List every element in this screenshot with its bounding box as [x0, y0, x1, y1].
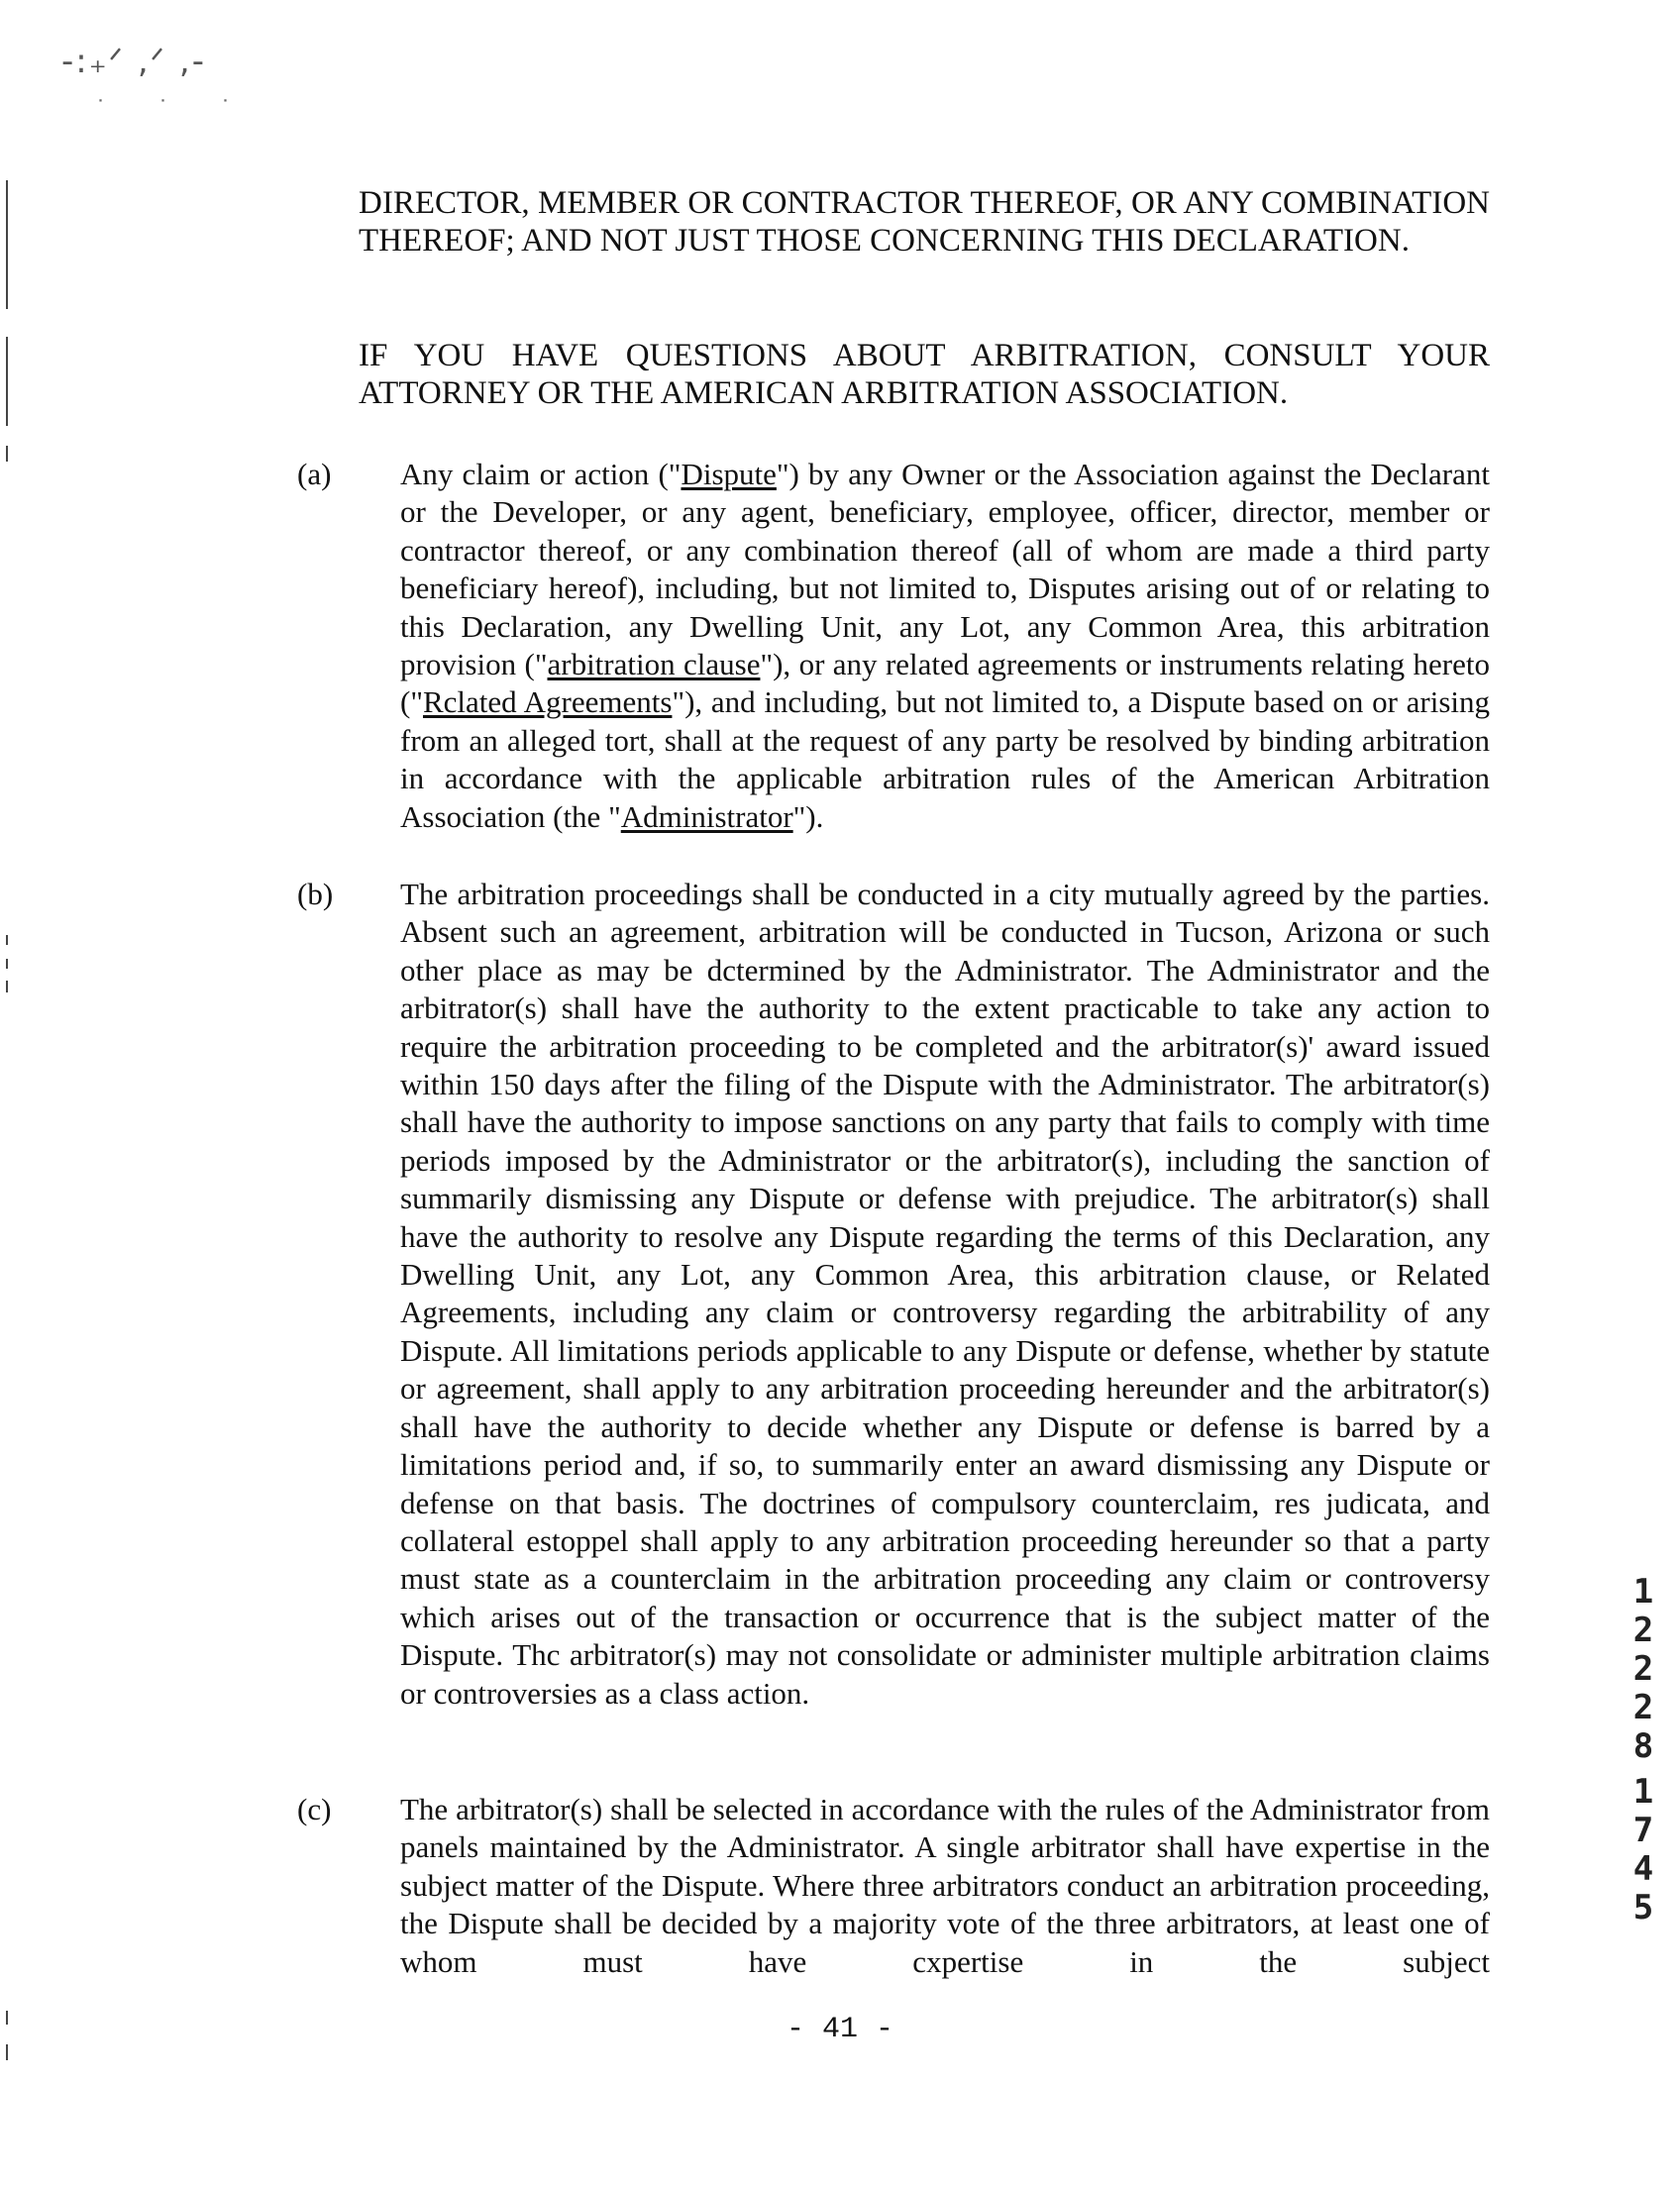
page-number: - 41 - — [786, 2013, 894, 2046]
margin-mark — [6, 981, 8, 992]
paragraph-label: (a) — [297, 457, 332, 491]
text-run: "). — [792, 798, 824, 834]
recording-digit: 2 — [1632, 1611, 1654, 1650]
scan-artifact: -:₊ᐟ ,ᐟ ,- — [61, 42, 206, 81]
margin-mark — [6, 959, 8, 969]
scan-artifact: ˙˙˙ — [95, 97, 282, 122]
margin-mark — [6, 180, 8, 309]
text-run: ") by any Owner or the Association against the Declarant or the Developer, or any agent, beneficiary, employee, officer, director, member or contractor thereof, or any combination thereof (all of whom are made a third party beneficiary hereof), including, but not limited to, Disputes arising out of or relating to this Declaration, any Dwelling Unit, any Lot, any Common Area, this arbitration provision (" — [400, 457, 1490, 682]
recording-digit: 1 — [1632, 1572, 1654, 1612]
recording-digit: 4 — [1632, 1849, 1654, 1889]
margin-mark — [6, 2044, 8, 2060]
paragraph-body: The arbitration proceedings shall be conducted in a city mutually agreed by the parties. Absent such an agreement, arbitration will be conducted in Tucson, Arizona or such other place as may be dctermined by the Administrator. The Administrator and the arbitrator(s) shall have the authority to the extent practicable to take any action to require the arbitration proceeding to be completed and the arbitrator(s)' award issued within 150 days after the filing of the Dispute with the Administrator. The arbitrator(s) shall have the authority to impose sanctions on any party that fails to comply with time periods imposed by the Administrator or the arbitrator(s), including the sanction of summarily dismissing any Dispute or defense with prejudice. The arbitrator(s) shall have the authority to resolve any Dispute regarding the terms of this Declaration, any Dwelling Unit, any Lot, any Common Area, this arbitration clause, or Related Agreements, including any claim or controversy regarding the arbitrability of any Dispute. All limitations periods applicable to any Dispute or defense, whether by statute or agreement, shall apply to any arbitration proceeding hereunder and the arbitrator(s) shall have the authority to decide whether any Dispute or defense is barred by a limitations period and, if so, to summarily enter an award dismissing any Dispute or defense on that basis. The doctrines of compulsory counterclaim, res judicata, and collateral estoppel shall apply to any arbitration proceeding hereunder so that a party must state as a counterclaim in the arbitration proceeding any claim or controversy which arises out of the transaction or occurrence that is the subject matter of the Dispute. Thc arbitrator(s) may not consolidate or administer multiple arbitration claims or controversies as a class action. — [400, 877, 1490, 1711]
defined-term: arbitration clause — [547, 647, 761, 682]
text-run: "), and including, but not limited to, a Dispute based on or arising from an alleged tort, shall at the request of any party be resolved by binding arbitration in accordance with the applicable arbitration rules of the American Arbitration Association (the " — [400, 684, 1490, 834]
paragraph-c — [297, 1791, 1490, 1981]
recording-digit: 2 — [1632, 1649, 1654, 1689]
recording-number — [1629, 1573, 1657, 1766]
recording-digit: 2 — [1632, 1688, 1654, 1727]
paragraph-label: (c) — [297, 1792, 332, 1826]
recording-digit: 5 — [1632, 1888, 1654, 1927]
defined-term: Dispute — [681, 457, 777, 491]
margin-mark — [6, 446, 8, 462]
text-run: "), or any related agreements or instruments relating hereto (" — [400, 647, 1490, 720]
paragraph-a — [297, 456, 1490, 836]
margin-mark — [6, 337, 8, 426]
notice-continuation: DIRECTOR, MEMBER OR CONTRACTOR THEREOF, OR ANY COMBINATION THEREOF; AND NOT JUST THOSE CONCERNING THIS DECLARATION. — [359, 185, 1490, 259]
notice-questions: IF YOU HAVE QUESTIONS ABOUT ARBITRATION, CONSULT YOUR ATTORNEY OR THE AMERICAN ARBITRATION ASSOCIATION. — [359, 338, 1490, 411]
text-run: Any claim or action (" — [400, 457, 682, 491]
recording-digit: 7 — [1632, 1811, 1654, 1850]
recording-digit: 1 — [1632, 1772, 1654, 1812]
defined-term: Rclated Agreements — [422, 684, 673, 720]
paragraph-body: The arbitrator(s) shall be selected in accordance with the rules of the Administrator from panels maintained by the Administrator. A single arbitrator shall have expertise in the subject matter of the Dispute. Where three arbitrators conduct an arbitration proceeding, the Dispute shall be decided by a majority vote of the three arbitrators, at least one of whom must have cxpertise in the subject — [400, 1792, 1490, 1979]
paragraph-b — [297, 876, 1490, 1713]
recording-page-number — [1629, 1773, 1657, 1927]
paragraph-label: (b) — [297, 877, 334, 911]
paragraph-body — [400, 456, 1490, 836]
margin-mark — [6, 935, 8, 945]
defined-term: Administrator — [620, 798, 793, 834]
recording-digit: 8 — [1632, 1726, 1654, 1766]
